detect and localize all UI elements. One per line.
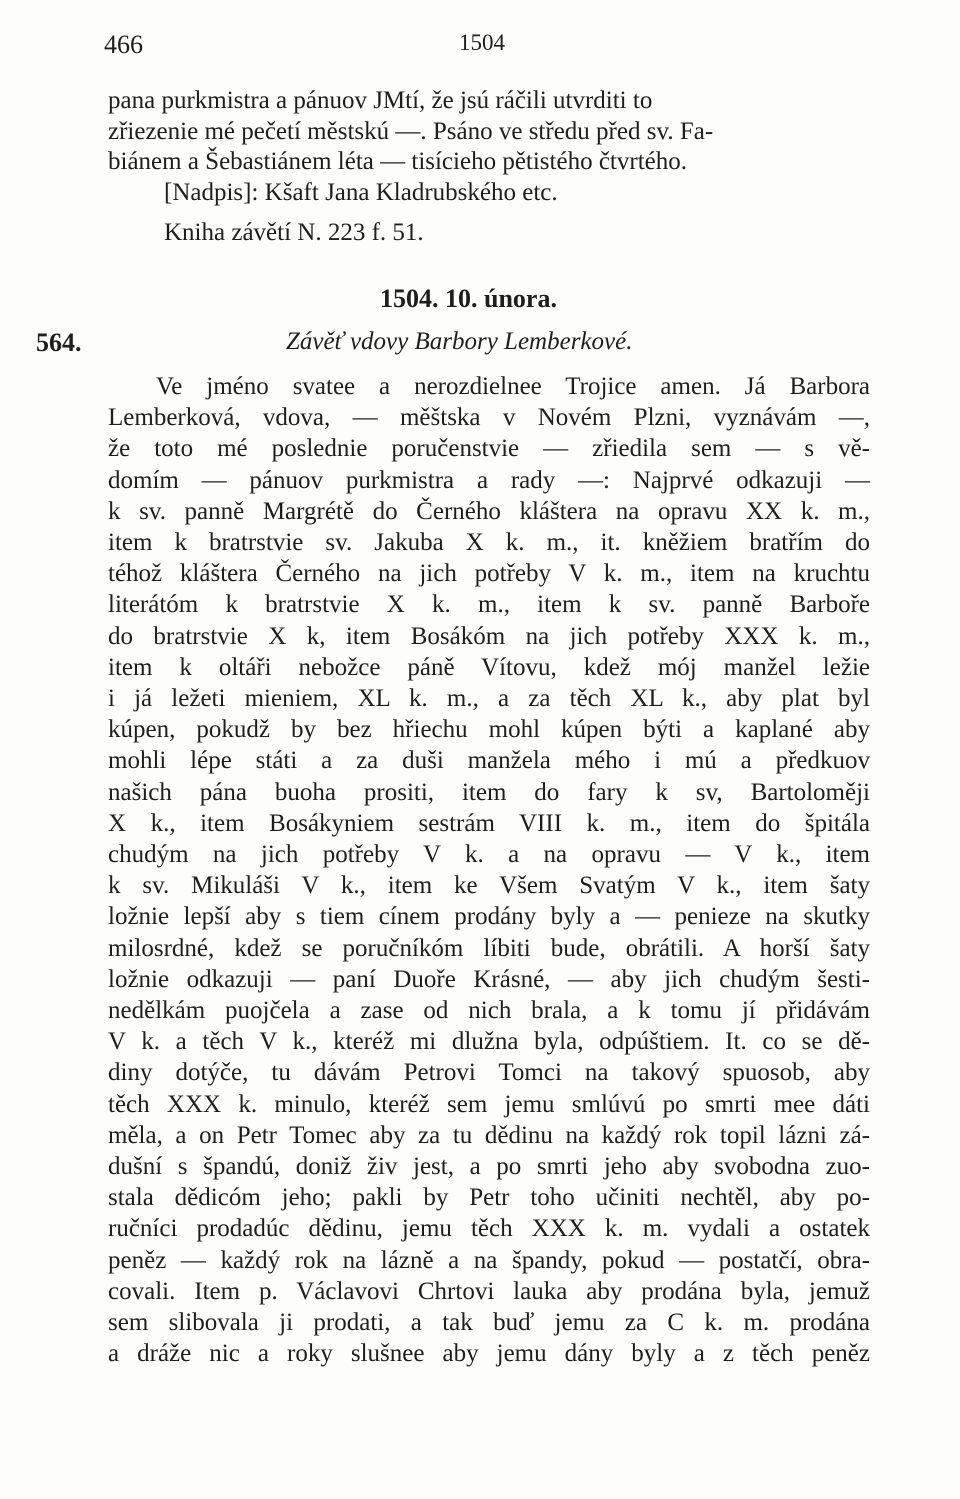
page-header — [104, 30, 874, 64]
text-line: Ve jméno svatee a nerozdielnee Trojice amen. Já Barbora — [156, 373, 870, 400]
text-line: Lemberková, vdova, — měštska v Novém Plzni, vyznávám —, — [108, 404, 870, 432]
entry-number: 564. — [36, 328, 82, 357]
running-head-year: 1504 — [459, 30, 505, 55]
text-line: [Nadpis]: Kšaft Jana Kladrubského etc. — [164, 178, 558, 206]
text-line: téhož kláštera Černého na jich potřeby V k. m., item na kruchtu — [108, 560, 870, 588]
text-line: diny dotýče, tu dávám Petrovi Tomci na takový spuosob, aby — [108, 1059, 870, 1087]
text-line: ložnie odkazuji — paní Duoře Krásné, — aby jich chudým šesti- — [108, 965, 870, 993]
source-reference: Kniha závětí N. 223 f. 51. — [164, 219, 424, 246]
text-line: k sv. Mikuláši V k., item ke Všem Svatým V k., item šaty — [108, 872, 870, 900]
text-line: do bratrstvie X k, item Bosákóm na jich potřeby XXX k. m., — [108, 622, 870, 650]
text-line: covali. Item p. Václavovi Chrtovi lauka aby prodána byla, jemuž — [108, 1277, 870, 1305]
text-line: V k. a těch V k., kteréž mi dlužna byla, odpúštiem. It. co se dě- — [108, 1028, 870, 1056]
text-line: kúpen, pokudž by bez hřiechu mohl kúpen býti a kaplané aby — [108, 716, 870, 744]
text-line: a dráže nic a roky slušnee aby jemu dány byly a z těch peněz — [108, 1340, 870, 1368]
page-number: 466 — [104, 30, 143, 59]
text-line: těch XXX k. minulo, kteréž sem jemu smlúvú po smrti mee dáti — [108, 1090, 870, 1118]
text-line: chudým na jich potřeby V k. a na opravu — V k., item — [108, 841, 870, 869]
text-line: k sv. panně Margrétě do Černého kláštera na opravu XX k. m., — [108, 497, 870, 525]
text-line: item k oltáři nebožce páně Vítovu, kdež mój manžel ležie — [108, 653, 870, 681]
text-line: biánem a Šebastiánem léta — tisícieho pětistého čtvrtého. — [108, 148, 687, 175]
text-line: milosrdné, kdež se poručníkóm líbiti bude, obrátili. A horší šaty — [108, 934, 870, 962]
text-line: pana purkmistra a pánuov JMtí, že jsú ráčili utvrditi to — [108, 87, 653, 114]
text-line: sem slibovala ji prodati, a tak buď jemu za C k. m. prodána — [108, 1309, 870, 1337]
entry-title: Závěť vdovy Barbory Lemberkové. — [286, 328, 633, 355]
text-line: peněz — každý rok na lázně a na špandy, pokud — postatčí, obra- — [108, 1246, 870, 1274]
text-line: že toto mé poslednie poručenstvie — zřiedila sem — s vě- — [108, 435, 870, 463]
text-line: dušní s špandú, doniž živ jest, a po smrti jeho aby svobodna zuo- — [108, 1153, 870, 1181]
text-line: literátóm k bratrstvie X k. m., item k sv. panně Barboře — [108, 591, 870, 619]
entry-date: 1504. 10. února. — [380, 284, 557, 313]
text-line: nedělkám puojčela a zase od nich brala, a k tomu jí přidávám — [108, 997, 870, 1025]
previous-entry-text — [108, 86, 868, 249]
text-line: i já ležeti mieniem, XL k. m., a za těch XL k., aby plat byl — [108, 685, 870, 713]
text-line: ručníci prodadúc dědinu, jemu těch XXX k. m. vydali a ostatek — [108, 1215, 870, 1243]
text-line: ložnie lepší aby s tiem cínem prodány byly a — penieze na skutky — [108, 903, 870, 931]
text-line: item k bratrstvie sv. Jakuba X k. m., it. kněžiem bratřím do — [108, 529, 870, 557]
text-line: stala dědicóm jeho; pakli by Petr toho učiniti nechtěl, aby po- — [108, 1184, 870, 1212]
entry-body — [108, 371, 870, 1370]
text-line: zřiezenie mé pečetí městskú —. Psáno ve středu před sv. Fa- — [108, 117, 714, 145]
text-line: měla, a on Petr Tomec aby za tu dědinu na každý rok topil lázni zá- — [108, 1121, 870, 1149]
text-line: mohli lépe státi a za duši manžela mého i mú a předkuov — [108, 747, 870, 775]
text-line: domím — pánuov purkmistra a rady —: Najprvé odkazuji — — [108, 466, 870, 494]
text-line: našich pána buoha prositi, item do fary k sv, Bartoloměji — [108, 778, 870, 806]
text-line: X k., item Bosákyniem sestrám VIII k. m., item do špitála — [108, 809, 870, 837]
